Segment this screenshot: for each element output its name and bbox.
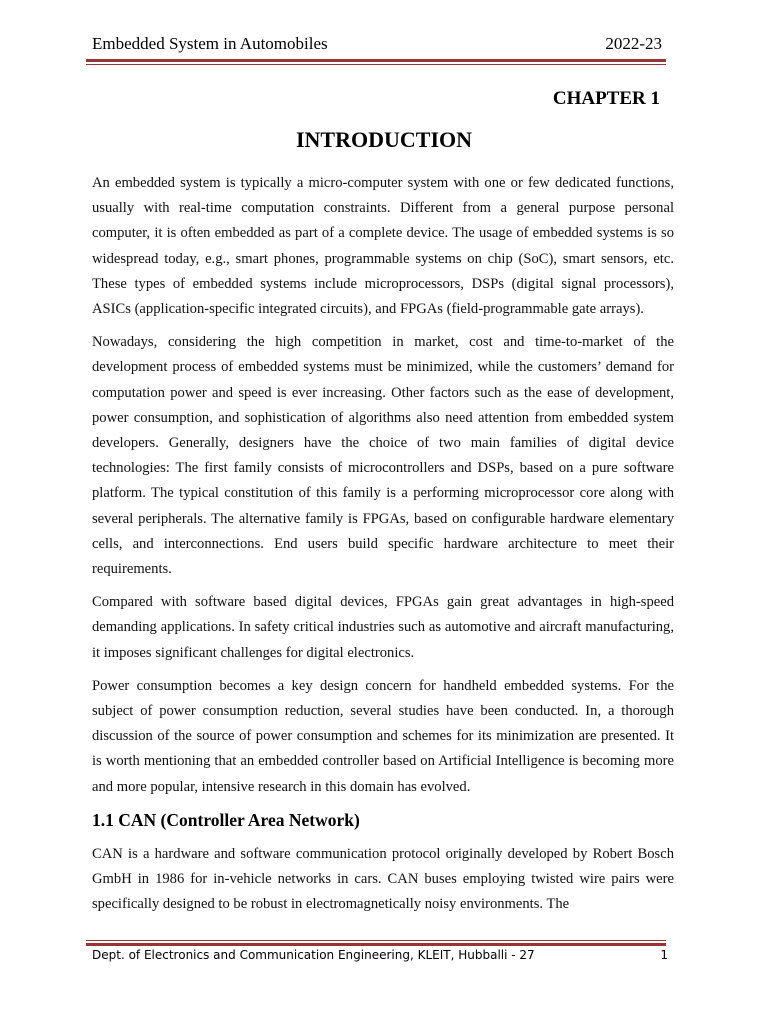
page-title: INTRODUCTION: [295, 127, 473, 152]
paragraph: Nowadays, considering the high competition in market, cost and time-to-market of the development process of embedded systems must be minimized, while the customers’ demand for computation power and speed is ever increasing. Other factors such as the ease of development, power consumption, and sophistication of algorithms also need attention from embedded system developers. Generally, designers have the choice of two main families of digital device technologies: The first family consists of microcontrollers and DSPs, based on a pure software platform. The typical constitution of this family is a performing microprocessor core along with several peripherals. The alternative family is FPGAs, based on configurable hardware elementary cells, and interconnections. End users build specific hardware architecture to meet their requirements.: [92, 334, 674, 578]
paragraph: Power consumption becomes a key design concern for handheld embedded systems. For the subject of power consumption reduction, several studies have been conducted. In, a thorough discussion of the source of power consumption and schemes for its minimization are presented. It is worth mentioning that an embedded controller based on Artificial Intelligence is becoming more and more popular, intensive research in this domain has evolved.: [92, 677, 674, 795]
section-paragraph: CAN is a hardware and software communication protocol originally developed by Robert Bosch GmbH in 1986 for in-vehicle networks in cars. CAN buses employing twisted wire pairs were specifically designed to be robust in electromagnetically noisy environments. The: [92, 845, 674, 913]
header-year: 2022-23: [605, 34, 662, 53]
header-title: Embedded System in Automobiles: [92, 34, 328, 53]
document-body: [92, 171, 674, 925]
footer-rule-thick: [86, 943, 666, 946]
header-rule-thick: [86, 59, 666, 62]
footer-rule-thin: [86, 940, 666, 941]
header-rule-thin: [86, 64, 666, 65]
paragraph: Compared with software based digital devices, FPGAs gain great advantages in high-speed demanding applications. In safety critical industries such as automotive and aircraft manufacturing, it imposes significant challenges for digital electronics.: [92, 594, 674, 661]
paragraph: An embedded system is typically a micro-computer system with one or few dedicated functions, usually with real-time computation constraints. Different from a general purpose personal computer, it is often embedded as part of a complete device. The usage of embedded systems is so widespread today, e.g., smart phones, programmable systems on chip (SoC), smart sensors, etc. These types of embedded systems include microprocessors, DSPs (digital signal processors), ASICs (application-specific integrated circuits), and FPGAs (field-programmable gate arrays).: [92, 175, 674, 318]
chapter-label: CHAPTER 1: [552, 88, 660, 109]
page-footer: [92, 948, 668, 966]
page-number: 1: [660, 948, 668, 962]
section-heading: 1.1 CAN (Controller Area Network): [92, 809, 360, 830]
footer-department: Dept. of Electronics and Communication Engineering, KLEIT, Hubballi - 27: [92, 948, 535, 962]
page-header: [92, 34, 662, 58]
